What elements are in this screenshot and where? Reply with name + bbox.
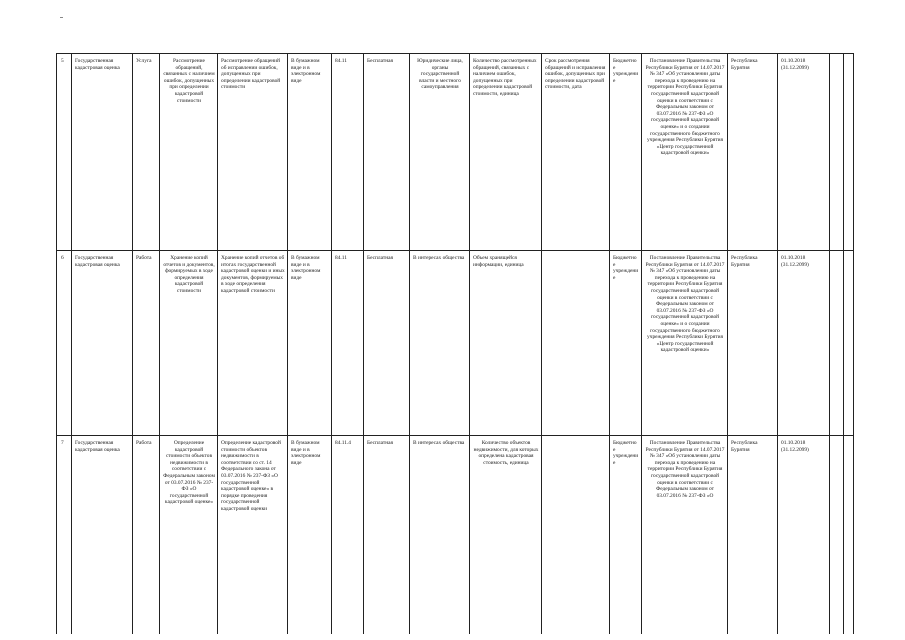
region: Республика Бурятия [728, 436, 778, 635]
validity-dates: 01.10.2018 (31.12.2099) [778, 251, 830, 436]
region: Республика Бурятия [728, 54, 778, 251]
row-number: 5 [57, 54, 72, 251]
payment-type: Бесплатная [364, 54, 410, 251]
scan-speck [60, 17, 63, 18]
okved-code: 84.11.4 [332, 436, 364, 635]
table-row [57, 436, 854, 635]
provision-form: В бумажном виде и в электронном виде [288, 251, 332, 436]
service-kind: Работа [133, 251, 160, 436]
empty-cell [844, 436, 854, 635]
legal-basis: Постановление Правительства Республики Бурятия от 14.07.2017 № 347 «Об установлении даты перехода к проведению на территории Республики Бурятия государственной кадастровой оценки в соответствии с Федеральным законом от 03.07.2016 № 237-ФЗ «О государственной кадастровой оценке» и о создании государственного бюджетного учреждения Республики Бурятия «Центр государственной кадастровой оценки» [642, 251, 728, 436]
service-name: Государственная кадастровая оценка [72, 436, 133, 635]
row-number: 6 [57, 251, 72, 436]
volume-indicator: Количество объектов недвижимости, для которых определена кадастровая стоимость, единица [470, 436, 542, 635]
institution-type: Бюджетное учреждение [610, 251, 642, 436]
service-content: Определение кадастровой стоимости объектов недвижимости в соответствии с Федеральным законом от 03.07.2016 № 237-ФЗ «О государственной кадастровой оценке» [160, 436, 218, 635]
service-content-detail: Хранение копий отчетов об итогах государственной кадастровой оценки и иных документов, формируемых в ходе определения кадастровой стоимости [218, 251, 288, 436]
validity-dates: 01.10.2018 (31.12.2099) [778, 54, 830, 251]
institution-type: Бюджетное учреждение [610, 436, 642, 635]
consumer-category: Юридические лица, органы государственной власти и местного самоуправления [410, 54, 470, 251]
empty-cell [830, 251, 844, 436]
okved-code: 84.11 [332, 251, 364, 436]
service-kind: Услуга [133, 54, 160, 251]
row-number: 7 [57, 436, 72, 635]
service-content-detail: Рассмотрение обращений об исправлении ошибок, допущенных при определении кадастровой стоимости [218, 54, 288, 251]
table-row [57, 54, 854, 251]
empty-cell [830, 54, 844, 251]
region: Республика Бурятия [728, 251, 778, 436]
volume-indicator: Объем хранящейся информации, единица [470, 251, 542, 436]
consumer-category: В интересах общества [410, 251, 470, 436]
institution-type: Бюджетное учреждение [610, 54, 642, 251]
service-content: Хранение копий отчетов и документов, формируемых в ходе определения кадастровой стоимости [160, 251, 218, 436]
empty-cell [830, 436, 844, 635]
table-row [57, 251, 854, 436]
empty-cell [844, 54, 854, 251]
service-content: Рассмотрение обращений, связанных с наличием ошибок, допущенных при определении кадастровой стоимости [160, 54, 218, 251]
provision-form: В бумажном виде и в электронном виде [288, 54, 332, 251]
quality-indicator [542, 251, 610, 436]
provision-form: В бумажном виде и в электронном виде [288, 436, 332, 635]
payment-type: Бесплатная [364, 436, 410, 635]
service-name: Государственная кадастровая оценка [72, 54, 133, 251]
service-kind: Работа [133, 436, 160, 635]
quality-indicator [542, 436, 610, 635]
okved-code: 84.11 [332, 54, 364, 251]
service-name: Государственная кадастровая оценка [72, 251, 133, 436]
register-table [56, 53, 854, 634]
empty-cell [844, 251, 854, 436]
quality-indicator: Срок рассмотрения обращений и исправления ошибок, допущенных при определении кадастровой стоимости, дата [542, 54, 610, 251]
service-content-detail: Определение кадастровой стоимости объектов недвижимости в соответствии со ст. 14 Федерального закона от 03.07.2016 № 237-ФЗ «О государственной кадастровой оценке» в порядке проведения государственной кадастровой оценки [218, 436, 288, 635]
validity-dates: 01.10.2018 (31.12.2099) [778, 436, 830, 635]
volume-indicator: Количество рассмотренных обращений, связанных с наличием ошибок, допущенных при определении кадастровой стоимости, единица [470, 54, 542, 251]
consumer-category: В интересах общества [410, 436, 470, 635]
legal-basis: Постановление Правительства Республики Бурятия от 14.07.2017 № 347 «Об установлении даты перехода к проведению на территории Республики Бурятия государственной кадастровой оценки в соответствии с Федеральным законом от 03.07.2016 № 237-ФЗ «О государственной кадастровой оценке» и о создании государственного бюджетного учреждения Республики Бурятия «Центр государственной кадастровой оценки» [642, 54, 728, 251]
payment-type: Бесплатная [364, 251, 410, 436]
legal-basis: Постановление Правительства Республики Бурятия от 14.07.2017 № 347 «Об установлении даты перехода к проведению на территории Республики Бурятия государственной кадастровой оценки в соответствии с Федеральным законом от 03.07.2016 № 237-ФЗ «О [642, 436, 728, 635]
